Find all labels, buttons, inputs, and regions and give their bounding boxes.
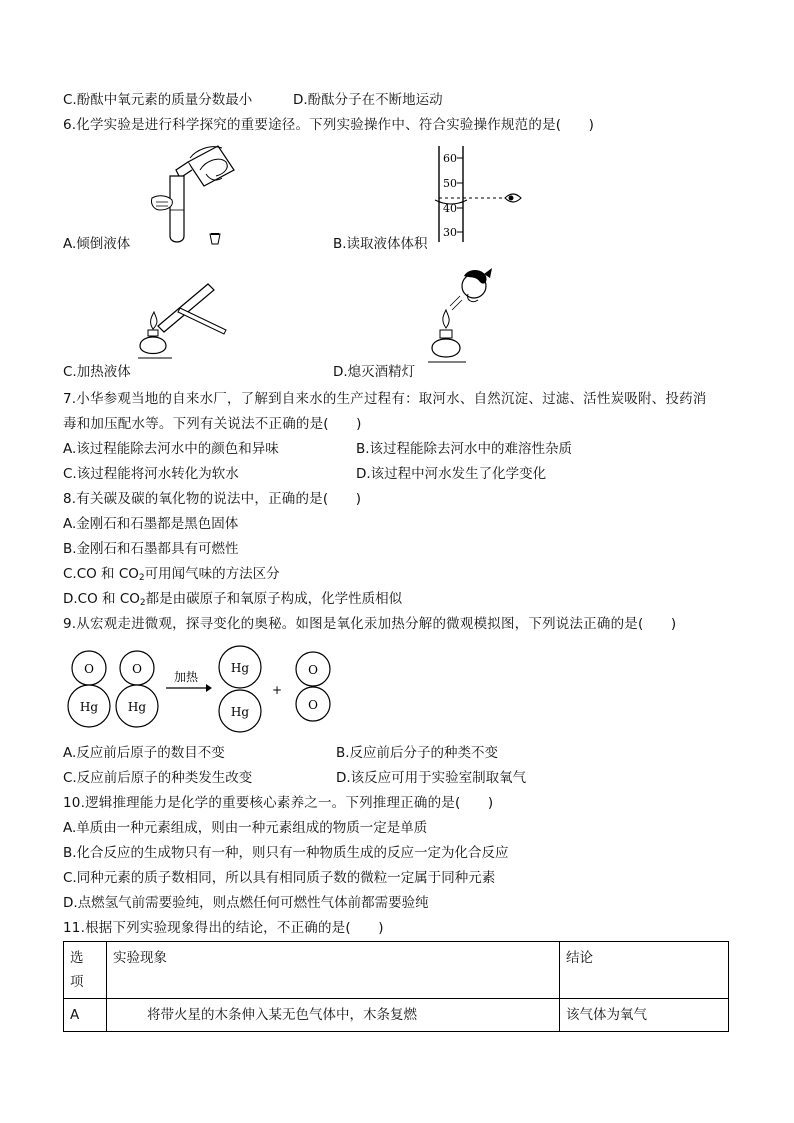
plus-sign: + [271,683,283,697]
atom-label-o: O [308,698,318,712]
row-a-phenomenon-cell: 将带火星的木条伸入某无色气体中，木条复燃 [107,999,560,1032]
q8-option-a: A.金刚石和石墨都是黑色固体 [63,516,239,532]
q6-option-a: A.倾倒液体 [63,236,131,252]
q9-stem: 9.从宏观走进微观，探寻变化的奥秘。如图是氧化汞加热分解的微观模拟图，下列说法正确的是( ) [63,616,677,632]
q9-option-c: C.反应前后原子的种类发生改变 [63,770,253,786]
atom-label-hg: Hg [230,661,250,675]
q8-stem: 8.有关碳及碳的氧化物的说法中，正确的是( ) [63,491,362,507]
q7-option-c: C.该过程能将河水转化为软水 [63,466,239,482]
header-option-char2: 项 [70,974,84,990]
tick-60: 60 [443,152,457,165]
tick-30: 30 [443,226,457,239]
q7-option-b: B.该过程能除去河水中的难溶性杂质 [356,441,573,457]
row-a-option-cell: A [64,999,107,1032]
q10-option-a: A.单质由一种元素组成，则由一种元素组成的物质一定是单质 [63,820,428,836]
atom-label-o: O [132,662,142,676]
q7-option-a: A.该过程能除去河水中的颜色和异味 [63,441,279,457]
q9-option-d: D.该反应可用于实验室制取氧气 [336,770,527,786]
subscript: 2 [138,573,145,583]
heating-liquid-illustration [138,272,230,362]
q6-stem: 6.化学实验是进行科学探究的重要途径。下列实验操作中、符合实验操作规范的是( ) [63,117,595,133]
q10-stem: 10.逻辑推理能力是化学的重要核心素养之一。下列推理正确的是( ) [63,795,494,811]
header-phenomenon-cell: 实验现象 [107,942,560,999]
table-row [64,999,729,1032]
q8-option-d-text: 都是由碳原子和氧原子构成，化学性质相似 [145,591,403,607]
q6-option-b: B.读取液体体积 [333,236,428,252]
tick-50: 50 [443,177,457,190]
atom-label-hg: Hg [79,700,99,714]
arrow-label: 加热 [173,670,199,684]
graduated-cylinder-illustration [425,146,525,246]
q10-option-c: C.同种元素的质子数相同，所以具有相同质子数的微粒一定属于同种元素 [63,870,496,886]
row-a-conclusion-cell: 该气体为氧气 [560,999,729,1032]
q10-option-b: B.化合反应的生成物只有一种，则只有一种物质生成的反应一定为化合反应 [63,845,509,861]
q5-option-c: C.酚酞中氧元素的质量分数最小 [63,92,253,108]
q8-option-c [63,566,280,586]
table-header-row [64,942,729,999]
pouring-liquid-illustration [130,140,240,250]
q11-table [63,941,729,1032]
q10-option-d: D.点燃氢气前需要验纯，则点燃任何可燃性气体前都需要验纯 [63,895,429,911]
q6-option-d: D.熄灭酒精灯 [333,364,416,380]
q8-option-c-formula: C.CO 和 CO [63,566,139,582]
extinguishing-lamp-illustration [428,266,498,366]
q8-option-b: B.金刚石和石墨都具有可燃性 [63,541,239,557]
q9-option-b: B.反应前后分子的种类不变 [336,745,499,761]
q7-stem-line2: 毒和加压配水等。下列有关说法不正确的是( ) [63,416,362,432]
atom-label-hg: Hg [127,700,147,714]
q8-option-d [63,591,402,611]
q11-stem: 11.根据下列实验现象得出的结论，不正确的是( ) [63,920,384,936]
q7-option-d: D.该过程中河水发生了化学变化 [356,466,547,482]
mercury-oxide-decomposition-diagram [66,648,342,732]
header-option-cell [64,942,107,999]
header-option-char1: 选 [70,950,84,966]
q9-option-a: A.反应前后原子的数目不变 [63,745,225,761]
q6-option-c: C.加热液体 [63,364,131,380]
atom-label-o: O [84,662,94,676]
q5-option-d: D.酚酞分子在不断地运动 [293,92,443,108]
q8-option-d-formula: D.CO 和 CO [63,591,140,607]
q7-stem-line1: 7.小华参观当地的自来水厂，了解到自来水的生产过程有：取河水、自然沉淀、过滤、活性炭吸附、投药消 [63,391,707,407]
subscript: 2 [139,598,146,608]
q8-option-c-text: 可用闻气味的方法区分 [144,566,280,582]
header-conclusion-cell: 结论 [560,942,729,999]
atom-label-o: O [308,663,318,677]
atom-label-hg: Hg [230,705,250,719]
tick-40: 40 [443,202,457,215]
